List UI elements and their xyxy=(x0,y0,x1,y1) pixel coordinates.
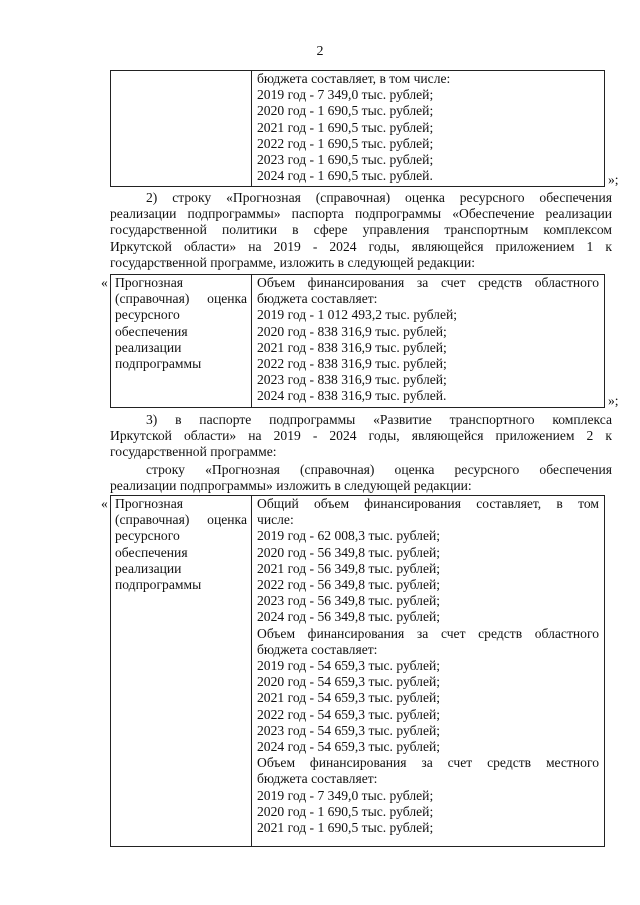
table-line: числе: xyxy=(257,512,294,528)
table-line: бюджета составляет: xyxy=(257,291,378,307)
table-right-cell xyxy=(252,496,604,846)
text-line: Иркутской области» на 2019 - 2024 годы, являющейся приложением 1 к xyxy=(110,238,612,254)
text-line: 3) в паспорте подпрограммы «Развитие транспортного комплекса xyxy=(146,412,612,427)
table-line: Общий объем финансирования составляет, в том xyxy=(257,496,599,511)
funding-table-subprogram-2 xyxy=(110,495,605,847)
closing-quote: »; xyxy=(608,393,619,408)
table-line: 2021 год - 838 316,9 тыс. рублей; xyxy=(257,339,447,355)
table-line: ресурсного xyxy=(115,528,180,544)
text-line: государственной программе: xyxy=(110,444,277,460)
closing-quote: »; xyxy=(608,172,619,187)
text-line: Иркутской области» на 2019 - 2024 годы, являющейся приложением 2 к xyxy=(110,428,612,444)
table-line: обеспечения xyxy=(115,323,188,339)
table-left-cell xyxy=(111,275,252,407)
table-line: 2020 год - 838 316,9 тыс. рублей; xyxy=(257,323,447,339)
funding-table-continuation xyxy=(110,70,605,187)
table-line: 2019 год - 62 008,3 тыс. рублей; xyxy=(257,528,441,544)
table-line: 2023 год - 838 316,9 тыс. рублей; xyxy=(257,372,447,388)
opening-quote: « xyxy=(101,275,108,290)
text-line: государственной программе, изложить в следующей редакции: xyxy=(110,254,476,270)
page-number: 2 xyxy=(316,44,324,59)
table-line: 2019 год - 54 659,3 тыс. рублей; xyxy=(257,658,441,674)
table-line: бюджета составляет: xyxy=(257,641,378,657)
table-line: Объем финансирования за счет средств областного xyxy=(257,625,599,641)
table-right-cell xyxy=(252,275,604,407)
table-line: (справочная) оценка xyxy=(115,512,247,528)
paragraph-item-3-row xyxy=(110,462,612,494)
table-line: 2020 год - 1 690,5 тыс. рублей; xyxy=(257,103,434,119)
text-line: строку «Прогнозная (справочная) оценка ресурсного обеспечения xyxy=(146,462,612,477)
table-line: подпрограммы xyxy=(115,577,202,593)
table-line: Прогнозная xyxy=(115,275,183,290)
table-line: 2022 год - 56 349,8 тыс. рублей; xyxy=(257,577,441,593)
table-line: 2021 год - 1 690,5 тыс. рублей; xyxy=(257,119,434,135)
table-line: 2024 год - 56 349,8 тыс. рублей; xyxy=(257,609,441,625)
table-line: 2021 год - 54 659,3 тыс. рублей; xyxy=(257,690,441,706)
table-line: реализации xyxy=(115,339,182,355)
text-line: 2) строку «Прогнозная (справочная) оценка ресурсного обеспечения xyxy=(146,190,612,205)
table-line: 2019 год - 7 349,0 тыс. рублей; xyxy=(257,87,434,103)
table-line: Объем финансирования за счет средств областного xyxy=(257,275,599,290)
table-line: (справочная) оценка xyxy=(115,291,247,307)
table-line: 2019 год - 1 012 493,2 тыс. рублей; xyxy=(257,307,458,323)
paragraph-item-2 xyxy=(110,190,612,271)
table-line: Объем финансирования за счет средств местного xyxy=(257,755,599,771)
table-line: реализации xyxy=(115,560,182,576)
table-line: Прогнозная xyxy=(115,496,183,511)
text-line: реализации подпрограммы» изложить в следующей редакции: xyxy=(110,478,472,494)
table-line: 2020 год - 56 349,8 тыс. рублей; xyxy=(257,544,441,560)
table-line: подпрограммы xyxy=(115,356,202,372)
table-right-cell xyxy=(252,71,604,186)
table-line: ресурсного xyxy=(115,307,180,323)
table-line: бюджета составляет: xyxy=(257,771,378,787)
table-line: бюджета составляет, в том числе: xyxy=(257,71,451,86)
table-line: 2022 год - 1 690,5 тыс. рублей; xyxy=(257,135,434,151)
table-line: 2024 год - 1 690,5 тыс. рублей. xyxy=(257,168,433,184)
table-left-cell xyxy=(111,496,252,846)
table-line: 2020 год - 54 659,3 тыс. рублей; xyxy=(257,674,441,690)
table-line: 2024 год - 54 659,3 тыс. рублей; xyxy=(257,739,441,755)
opening-quote: « xyxy=(101,496,108,511)
funding-table-subprogram-1 xyxy=(110,274,605,408)
table-line: 2022 год - 838 316,9 тыс. рублей; xyxy=(257,356,447,372)
text-line: реализации подпрограммы» паспорта подпрограммы «Обеспечение реализации xyxy=(110,206,612,222)
table-line: 2023 год - 56 349,8 тыс. рублей; xyxy=(257,593,441,609)
table-line: 2023 год - 1 690,5 тыс. рублей; xyxy=(257,152,434,168)
table-line: 2024 год - 838 316,9 тыс. рублей. xyxy=(257,388,447,404)
table-line: 2022 год - 54 659,3 тыс. рублей; xyxy=(257,706,441,722)
table-left-cell xyxy=(111,71,252,186)
table-line: 2021 год - 1 690,5 тыс. рублей; xyxy=(257,820,434,836)
table-line: 2019 год - 7 349,0 тыс. рублей; xyxy=(257,787,434,803)
table-line: 2023 год - 54 659,3 тыс. рублей; xyxy=(257,722,441,738)
table-line: 2020 год - 1 690,5 тыс. рублей; xyxy=(257,803,434,819)
table-line: 2021 год - 56 349,8 тыс. рублей; xyxy=(257,560,441,576)
text-line: государственной политики в сфере управления транспортным комплексом xyxy=(110,222,612,238)
table-line: обеспечения xyxy=(115,544,188,560)
paragraph-item-3 xyxy=(110,412,612,461)
